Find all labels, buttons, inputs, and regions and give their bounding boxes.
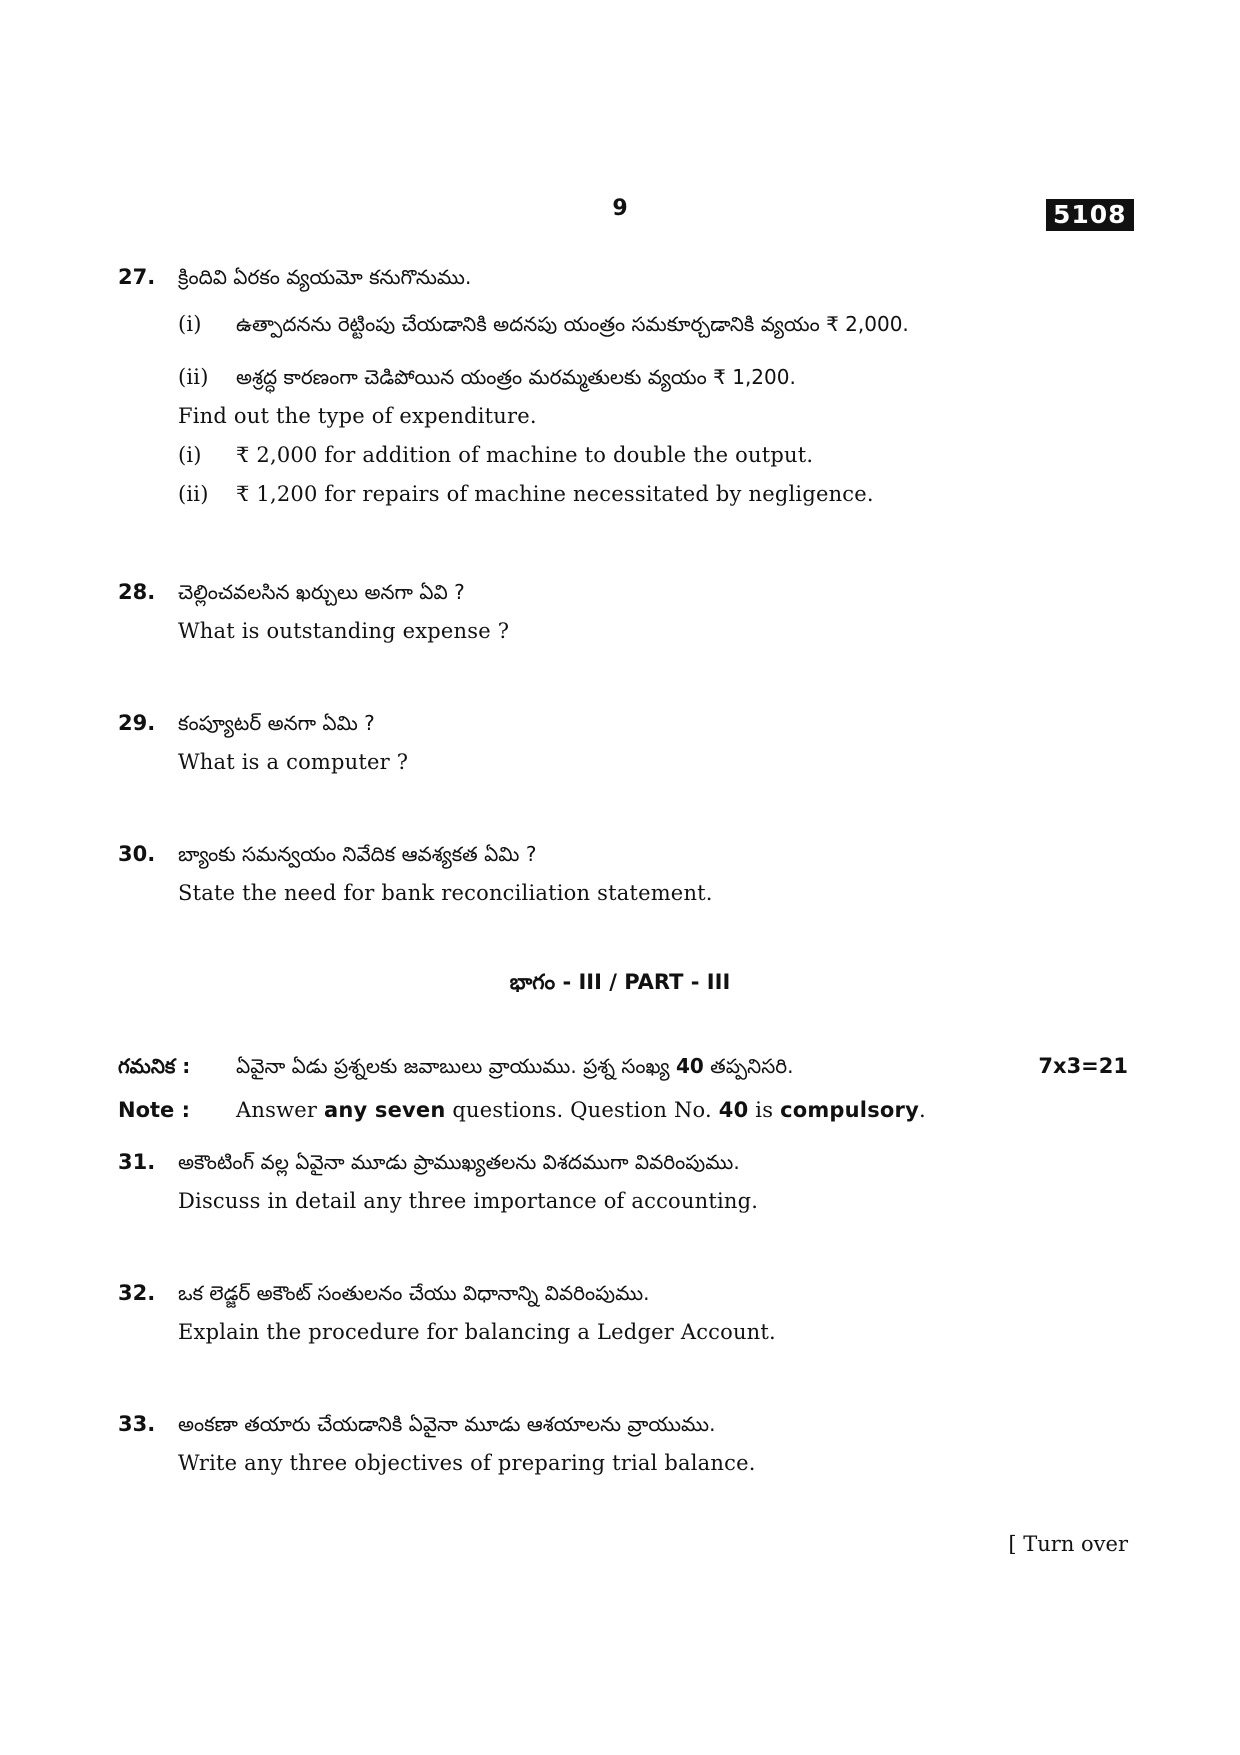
question-number: 28. <box>118 580 156 604</box>
note-label-english: Note : <box>118 1098 190 1122</box>
part-heading: భాగం - III / PART - III <box>509 970 731 994</box>
question-telugu: క్రిందివి ఏరకం వ్యయమో కనుగొనుము. <box>178 265 472 289</box>
question-32 <box>118 1274 1128 1352</box>
item-label: (ii) <box>178 365 209 389</box>
item-text-english: ₹ 1,200 for repairs of machine necessitated by negligence. <box>236 482 874 506</box>
item-label: (i) <box>178 312 202 336</box>
item-label: (i) <box>178 443 202 467</box>
note-text-english: Answer any seven questions. Question No. 40 is compulsory. <box>236 1098 926 1122</box>
question-number: 31. <box>118 1150 156 1174</box>
question-telugu: అకౌంటింగ్ వల్ల ఏవైనా మూడు ప్రాముఖ్యతలను విశదముగా వివరింపుము. <box>178 1150 740 1174</box>
question-31 <box>118 1143 1128 1221</box>
paper-code-badge: 5108 <box>1046 199 1134 231</box>
item-text-telugu: ఉత్పాదనను రెట్టింపు చేయడానికి అదనపు యంత్రం సమకూర్చడానికి వ్యయం ₹ 2,000. <box>236 312 909 336</box>
question-30 <box>118 835 1128 913</box>
question-english: Discuss in detail any three importance of accounting. <box>178 1189 759 1213</box>
item-text-english: ₹ 2,000 for addition of machine to double the output. <box>236 443 814 467</box>
question-english: State the need for bank reconciliation statement. <box>178 881 713 905</box>
instructions-note <box>118 1044 1128 1132</box>
question-english: Find out the type of expenditure. <box>178 404 537 428</box>
note-label-telugu: గమనిక : <box>118 1054 191 1078</box>
question-telugu: చెల్లించవలసిన ఖర్చులు అనగా ఏవి ? <box>178 580 465 604</box>
question-telugu: ఒక లెడ్జర్ అకౌంట్ సంతులనం చేయు విధానాన్ని వివరింపుము. <box>178 1281 650 1305</box>
question-number: 30. <box>118 842 156 866</box>
question-telugu: కంప్యూటర్ అనగా ఏమి ? <box>178 711 375 735</box>
question-number: 27. <box>118 265 156 289</box>
question-english: What is a computer ? <box>178 750 409 774</box>
question-english: Write any three objectives of preparing trial balance. <box>178 1451 756 1475</box>
page-number: 9 <box>612 196 628 221</box>
marks-scheme: 7x3=21 <box>1038 1054 1128 1078</box>
question-english: Explain the procedure for balancing a Ledger Account. <box>178 1320 776 1344</box>
question-number: 33. <box>118 1412 156 1436</box>
question-telugu: అంకణా తయారు చేయడానికి ఏవైనా మూడు ఆశయాలను వ్రాయుము. <box>178 1412 716 1436</box>
question-english: What is outstanding expense ? <box>178 619 510 643</box>
note-text-telugu: ఏవైనా ఏడు ప్రశ్నలకు జవాబులు వ్రాయుము. ప్రశ్న సంఖ్య 40 తప్పనిసరి. <box>236 1054 794 1078</box>
turn-over-note: [ Turn over <box>1008 1532 1128 1556</box>
question-28 <box>118 573 1128 651</box>
question-number: 32. <box>118 1281 156 1305</box>
question-27 <box>118 258 1128 514</box>
item-text-telugu: అశ్రద్ధ కారణంగా చెడిపోయిన యంత్రం మరమ్మతులకు వ్యయం ₹ 1,200. <box>236 365 796 389</box>
question-number: 29. <box>118 711 156 735</box>
question-29 <box>118 704 1128 782</box>
item-label: (ii) <box>178 482 209 506</box>
question-33 <box>118 1405 1128 1483</box>
question-telugu: బ్యాంకు సమన్వయం నివేదిక ఆవశ్యకత ఏమి ? <box>178 842 537 866</box>
